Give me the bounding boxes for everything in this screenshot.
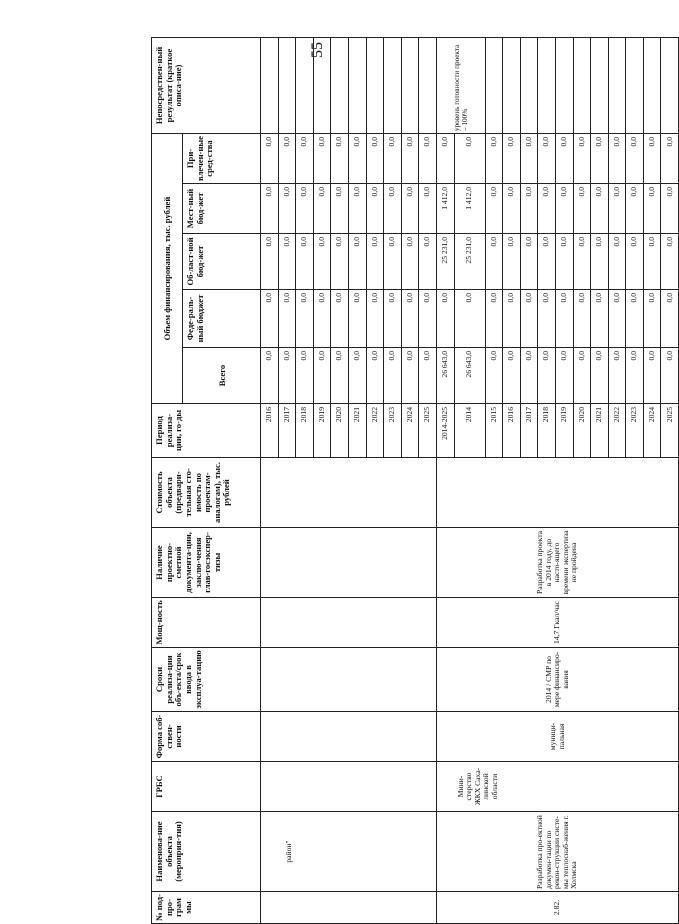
cell-total: 0,0 <box>485 348 503 404</box>
cell-local: 0,0 <box>296 184 314 234</box>
cell-federal: 0,0 <box>401 290 419 348</box>
cell-regional: 0,0 <box>555 234 573 290</box>
cell-federal: 0,0 <box>555 290 573 348</box>
cell-result <box>485 38 503 134</box>
cell-result <box>331 38 349 134</box>
cell-period: 2018 <box>538 404 556 458</box>
cell-attracted: 0,0 <box>436 134 454 184</box>
cell-federal: 0,0 <box>608 290 626 348</box>
cell-capacity <box>261 598 437 648</box>
cell-regional: 0,0 <box>348 234 366 290</box>
cell-regional: 25 231,0 <box>454 234 485 290</box>
cell-attracted: 0,0 <box>278 134 296 184</box>
cell-local: 0,0 <box>520 184 538 234</box>
cell-result <box>626 38 644 134</box>
cell-federal: 0,0 <box>626 290 644 348</box>
cell-result <box>401 38 419 134</box>
cell-name: район" <box>261 812 437 892</box>
cell-period: 2014-2025 <box>436 404 454 458</box>
cell-period: 2016 <box>503 404 521 458</box>
cell-result <box>591 38 609 134</box>
cell-grbs: Мини-стерство ЖКХ Саха-линской области <box>436 762 678 812</box>
cell-federal: 0,0 <box>591 290 609 348</box>
cell-total: 0,0 <box>661 348 679 404</box>
cell-attracted: 0,0 <box>573 134 591 184</box>
cell-period: 2017 <box>278 404 296 458</box>
cell-result <box>503 38 521 134</box>
cell-period: 2025 <box>661 404 679 458</box>
cell-regional: 0,0 <box>485 234 503 290</box>
cell-regional: 0,0 <box>503 234 521 290</box>
cell-total: 0,0 <box>401 348 419 404</box>
cell-result <box>384 38 402 134</box>
cell-result <box>348 38 366 134</box>
cell-result <box>661 38 679 134</box>
cell-period: 2022 <box>608 404 626 458</box>
page-number: 55 <box>309 42 326 58</box>
cell-attracted: 0,0 <box>538 134 556 184</box>
cell-total: 0,0 <box>348 348 366 404</box>
cell-local: 0,0 <box>661 184 679 234</box>
table-row <box>436 38 454 924</box>
cell-result <box>313 38 331 134</box>
cell-local: 0,0 <box>331 184 349 234</box>
cell-capacity: 14,7 Гкал/час <box>436 598 678 648</box>
cell-federal: 0,0 <box>573 290 591 348</box>
cell-regional: 0,0 <box>296 234 314 290</box>
cell-total: 0,0 <box>331 348 349 404</box>
cell-federal: 0,0 <box>278 290 296 348</box>
header-cost: Стоимость объекта (предвари-тельная сто-имость по проектам-аналогам), тыс. рублей <box>152 458 261 528</box>
cell-period: 2015 <box>485 404 503 458</box>
cell-regional: 0,0 <box>261 234 279 290</box>
cell-result: уровень готовности проекта – 100% <box>436 38 485 134</box>
cell-period: 2014 <box>454 404 485 458</box>
cell-federal: 0,0 <box>503 290 521 348</box>
cell-attracted: 0,0 <box>366 134 384 184</box>
cell-federal: 0,0 <box>384 290 402 348</box>
cell-regional: 0,0 <box>661 234 679 290</box>
cell-federal: 0,0 <box>643 290 661 348</box>
cell-ownership <box>261 712 437 762</box>
cell-grbs <box>261 762 437 812</box>
header-attracted: При-влечен-ные сред-ства <box>183 134 261 184</box>
cell-period: 2019 <box>313 404 331 458</box>
cell-attracted: 0,0 <box>348 134 366 184</box>
cell-total: 0,0 <box>573 348 591 404</box>
cell-local: 0,0 <box>555 184 573 234</box>
cell-regional: 0,0 <box>520 234 538 290</box>
cell-total: 0,0 <box>419 348 437 404</box>
cell-federal: 0,0 <box>485 290 503 348</box>
cell-local: 0,0 <box>591 184 609 234</box>
cell-total: 0,0 <box>503 348 521 404</box>
header-design-docs: Наличие проектно-сметной документа-ции, заклю-чения глав-госэкспер-тизы <box>152 528 261 598</box>
cell-local: 0,0 <box>261 184 279 234</box>
header-federal: Феде-раль-ный бюджет <box>183 290 261 348</box>
cell-federal: 0,0 <box>661 290 679 348</box>
cell-local: 0,0 <box>419 184 437 234</box>
cell-period: 2021 <box>591 404 609 458</box>
cell-result <box>520 38 538 134</box>
cell-attracted: 0,0 <box>296 134 314 184</box>
cell-local: 1 412,0 <box>436 184 454 234</box>
cell-period: 2016 <box>261 404 279 458</box>
cell-regional: 0,0 <box>573 234 591 290</box>
cell-local: 1 412,0 <box>454 184 485 234</box>
cell-period: 2024 <box>643 404 661 458</box>
cell-result <box>419 38 437 134</box>
header-name: Наименова-ние объекта (мероприя-тия) <box>152 812 261 892</box>
cell-regional: 0,0 <box>401 234 419 290</box>
cell-regional: 0,0 <box>313 234 331 290</box>
cell-total: 0,0 <box>538 348 556 404</box>
cell-design-docs: Разработка проекта в 2014 году, до насто-ящего времени экспертиза не пройдена <box>436 528 678 598</box>
cell-attracted: 0,0 <box>643 134 661 184</box>
table-row <box>261 38 279 924</box>
cell-cost <box>436 458 678 528</box>
cell-terms <box>261 648 437 712</box>
cell-regional: 0,0 <box>626 234 644 290</box>
cell-local: 0,0 <box>313 184 331 234</box>
header-result: Непосредствен-ный результат (краткое описа-ние) <box>152 38 261 134</box>
header-ownership: Форма соб-ствен-ности <box>152 712 261 762</box>
cell-period: 2020 <box>573 404 591 458</box>
cell-attracted: 0,0 <box>485 134 503 184</box>
cell-regional: 0,0 <box>538 234 556 290</box>
cell-period: 2022 <box>366 404 384 458</box>
cell-attracted: 0,0 <box>454 134 485 184</box>
cell-federal: 0,0 <box>366 290 384 348</box>
cell-local: 0,0 <box>503 184 521 234</box>
cell-attracted: 0,0 <box>591 134 609 184</box>
cell-result <box>538 38 556 134</box>
cell-attracted: 0,0 <box>331 134 349 184</box>
cell-regional: 0,0 <box>419 234 437 290</box>
cell-result <box>573 38 591 134</box>
cell-regional: 25 231,0 <box>436 234 454 290</box>
cell-attracted: 0,0 <box>401 134 419 184</box>
header-total: Всего <box>183 348 261 404</box>
cell-total: 0,0 <box>296 348 314 404</box>
cell-cost <box>261 458 437 528</box>
cell-ownership: муници-пальная <box>436 712 678 762</box>
cell-total: 0,0 <box>643 348 661 404</box>
cell-period: 2019 <box>555 404 573 458</box>
rotated-table-wrapper <box>151 38 674 924</box>
cell-attracted: 0,0 <box>503 134 521 184</box>
cell-federal: 0,0 <box>454 290 485 348</box>
cell-federal: 0,0 <box>419 290 437 348</box>
cell-regional: 0,0 <box>278 234 296 290</box>
cell-federal: 0,0 <box>331 290 349 348</box>
cell-total: 0,0 <box>555 348 573 404</box>
cell-total: 0,0 <box>626 348 644 404</box>
cell-num: 2.82. <box>436 892 678 924</box>
cell-period: 2018 <box>296 404 314 458</box>
cell-federal: 0,0 <box>261 290 279 348</box>
cell-result <box>278 38 296 134</box>
cell-total: 0,0 <box>313 348 331 404</box>
funding-table <box>151 37 679 924</box>
cell-regional: 0,0 <box>331 234 349 290</box>
cell-regional: 0,0 <box>608 234 626 290</box>
cell-total: 0,0 <box>366 348 384 404</box>
cell-total: 26 643,0 <box>454 348 485 404</box>
cell-local: 0,0 <box>278 184 296 234</box>
cell-attracted: 0,0 <box>608 134 626 184</box>
cell-period: 2025 <box>419 404 437 458</box>
cell-result <box>643 38 661 134</box>
cell-local: 0,0 <box>485 184 503 234</box>
cell-federal: 0,0 <box>436 290 454 348</box>
cell-period: 2021 <box>348 404 366 458</box>
cell-local: 0,0 <box>573 184 591 234</box>
cell-period: 2023 <box>626 404 644 458</box>
cell-total: 0,0 <box>261 348 279 404</box>
cell-result <box>261 38 279 134</box>
cell-federal: 0,0 <box>520 290 538 348</box>
cell-total: 26 643,0 <box>436 348 454 404</box>
cell-design-docs <box>261 528 437 598</box>
cell-local: 0,0 <box>626 184 644 234</box>
cell-period: 2020 <box>331 404 349 458</box>
cell-local: 0,0 <box>538 184 556 234</box>
cell-total: 0,0 <box>608 348 626 404</box>
cell-local: 0,0 <box>608 184 626 234</box>
cell-local: 0,0 <box>348 184 366 234</box>
header-local: Мест-ный бюд-жет <box>183 184 261 234</box>
cell-num <box>261 892 437 924</box>
cell-regional: 0,0 <box>643 234 661 290</box>
cell-regional: 0,0 <box>366 234 384 290</box>
cell-total: 0,0 <box>278 348 296 404</box>
cell-local: 0,0 <box>366 184 384 234</box>
cell-federal: 0,0 <box>538 290 556 348</box>
cell-federal: 0,0 <box>348 290 366 348</box>
cell-result <box>296 38 314 134</box>
header-terms: Сроки реализа-ции объ-екта/срок ввода в эксплуа-тацию <box>152 648 261 712</box>
cell-result <box>555 38 573 134</box>
cell-attracted: 0,0 <box>520 134 538 184</box>
cell-attracted: 0,0 <box>313 134 331 184</box>
cell-total: 0,0 <box>591 348 609 404</box>
cell-period: 2017 <box>520 404 538 458</box>
cell-local: 0,0 <box>401 184 419 234</box>
cell-attracted: 0,0 <box>261 134 279 184</box>
cell-attracted: 0,0 <box>661 134 679 184</box>
cell-result <box>608 38 626 134</box>
cell-total: 0,0 <box>384 348 402 404</box>
cell-name: Разработка про-ектной докумен-тации по рекон-струкции систе-мы теплоснаб-жения г. Холмска <box>436 812 678 892</box>
cell-local: 0,0 <box>384 184 402 234</box>
header-capacity: Мощ-ность <box>152 598 261 648</box>
header-funding-group: Объем финансирования, тыс. рублей <box>152 134 183 404</box>
header-period: Период реализа-ции, го-ды <box>152 404 261 458</box>
cell-local: 0,0 <box>643 184 661 234</box>
cell-attracted: 0,0 <box>555 134 573 184</box>
cell-total: 0,0 <box>520 348 538 404</box>
header-num: № под-про-грам мы <box>152 892 261 924</box>
header-grbs: ГРБС <box>152 762 261 812</box>
cell-terms: 2014 / СМР по мере финансиро-вания <box>436 648 678 712</box>
cell-federal: 0,0 <box>313 290 331 348</box>
cell-attracted: 0,0 <box>419 134 437 184</box>
cell-attracted: 0,0 <box>384 134 402 184</box>
cell-period: 2023 <box>384 404 402 458</box>
cell-period: 2024 <box>401 404 419 458</box>
cell-federal: 0,0 <box>296 290 314 348</box>
cell-attracted: 0,0 <box>626 134 644 184</box>
header-regional: Об-ласт-ной бюд-жет <box>183 234 261 290</box>
cell-regional: 0,0 <box>591 234 609 290</box>
cell-regional: 0,0 <box>384 234 402 290</box>
cell-result <box>366 38 384 134</box>
